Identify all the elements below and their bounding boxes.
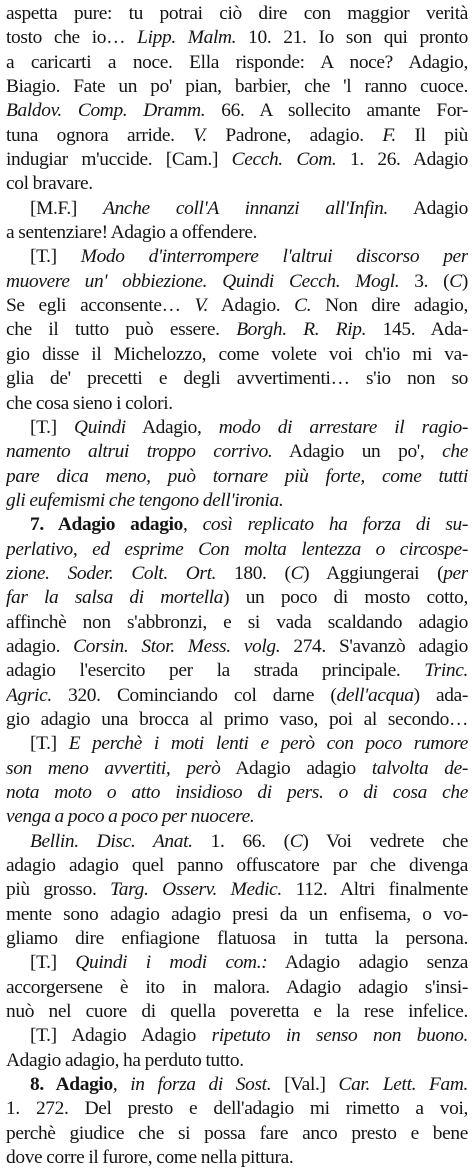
- text-line: Baldov. Comp. Dramm. 66. A sollecito amante For-: [6, 100, 468, 122]
- text-line: gio adagio una brocca al primo vaso, poi al secondo…: [6, 708, 468, 730]
- text-line: namento altrui troppo corrivo. Adagio un po', che: [6, 441, 468, 463]
- text-line: [T.] Modo d'interrompere l'altrui discorso per: [30, 246, 468, 268]
- text-line: adagio. Corsin. Stor. Mess. volg. 274. S'avanzò adagio: [6, 635, 468, 657]
- text-line: più grosso. Targ. Osserv. Medic. 112. Altri finalmente: [6, 879, 468, 901]
- text-line: zione. Soder. Colt. Ort. 180. (C) Aggiungerai (per: [6, 562, 468, 584]
- text-line: Agric. 320. Cominciando col darne (dell'acqua) ada-: [6, 684, 468, 706]
- text-line: mente sono adagio adagio presi da un enfisema, o vo-: [6, 903, 468, 925]
- text-line: gio disse il Michelozzo, come volete voi ch'io mi va-: [6, 343, 468, 365]
- text-line: col bravare.: [6, 173, 93, 195]
- text-line: perlativo, ed esprime Con molta lentezza o circospe-: [6, 538, 468, 560]
- text-line: son meno avvertiti, però Adagio adagio talvolta de-: [6, 757, 468, 779]
- text-line: Bellin. Disc. Anat. 1. 66. (C) Voi vedrete che: [30, 830, 468, 852]
- text-line: che il tutto può essere. Borgh. R. Rip. 145. Ada-: [6, 319, 468, 341]
- text-line: Biagio. Fate un po' pian, barbier, che 'l ranno cuoce.: [6, 76, 468, 98]
- dictionary-entry-text: [6, 2, 468, 1171]
- text-line: aspetta pure: tu potrai ciò dire con maggior verità: [6, 3, 468, 24]
- text-line: far la salsa di mortella) un poco di mosto cotto,: [6, 587, 468, 609]
- text-line: muovere un' obbiezione. Quindi Cecch. Mogl. 3. (C): [6, 270, 468, 292]
- text-line: che cosa sieno i colori.: [6, 392, 173, 414]
- text-line: affinchè non s'abbronzi, e si vada scaldando adagio: [6, 611, 468, 633]
- text-line: 7. Adagio adagio, così replicato ha forza di su-: [30, 514, 468, 536]
- text-line: gliamo dire enfiagione flatuosa in tutta la persona.: [6, 928, 468, 950]
- text-line: [T.] Quindi Adagio, modo di arrestare il ragio-: [30, 416, 468, 438]
- text-line: adagio l'esercito per la strada principale. Trinc.: [6, 660, 468, 682]
- text-line: tosto che io… Lipp. Malm. 10. 21. Io son qui pronto: [6, 27, 468, 49]
- text-line: Se egli acconsente… V. Adagio. C. Non dire adagio,: [6, 295, 468, 317]
- text-line: nota moto o atto insidioso di pers. o di cosa che: [6, 782, 468, 803]
- text-line: [T.] E perchè i moti lenti e però con poco rumore: [30, 733, 468, 755]
- text-line: indugiar m'uccide. [Cam.] Cecch. Com. 1. 26. Adagio: [6, 149, 468, 171]
- text-line: nuò nel cuore di quella poveretta e la rese infelice.: [6, 1001, 468, 1023]
- text-line: 1. 272. Del presto e dell'adagio mi rimetto a voi,: [6, 1098, 468, 1120]
- text-line: perchè giudice che si possa fare anco presto e bene: [6, 1122, 468, 1144]
- text-line: [M.F.] Anche coll'A innanzi all'Infin. Adagio: [30, 197, 468, 219]
- text-line: accorgersene è ito in malora. Adagio adagio s'insi-: [6, 976, 468, 998]
- text-line: a sentenziare! Adagio a offendere.: [6, 222, 258, 244]
- text-line: a caricarti a noce. Ella risponde: A noce? Adagio,: [6, 51, 468, 73]
- text-line: dove corre il furore, come nella pittura.: [6, 1147, 294, 1169]
- text-line: pare dica meno, può tornare più forte, come tutti: [6, 465, 468, 487]
- text-line: tuna ognora arride. V. Padrone, adagio. F. Il più: [6, 124, 468, 146]
- text-line: [T.] Quindi i modi com.: Adagio adagio senza: [30, 952, 468, 974]
- text-line: 8. Adagio, in forza di Sost. [Val.] Car. Lett. Fam.: [30, 1074, 468, 1096]
- text-line: Adagio adagio, ha perduto tutto.: [6, 1049, 244, 1071]
- text-line: venga a poco a poco per nuocere.: [6, 806, 255, 828]
- text-line: gli eufemismi che tengono dell'ironia.: [6, 489, 284, 511]
- text-line: [T.] Adagio Adagio ripetuto in senso non buono.: [30, 1025, 468, 1047]
- text-line: glia de' precetti e degli avvertimenti… s'io non so: [6, 368, 468, 390]
- text-line: adagio adagio quel panno offuscatore par che divenga: [6, 855, 468, 877]
